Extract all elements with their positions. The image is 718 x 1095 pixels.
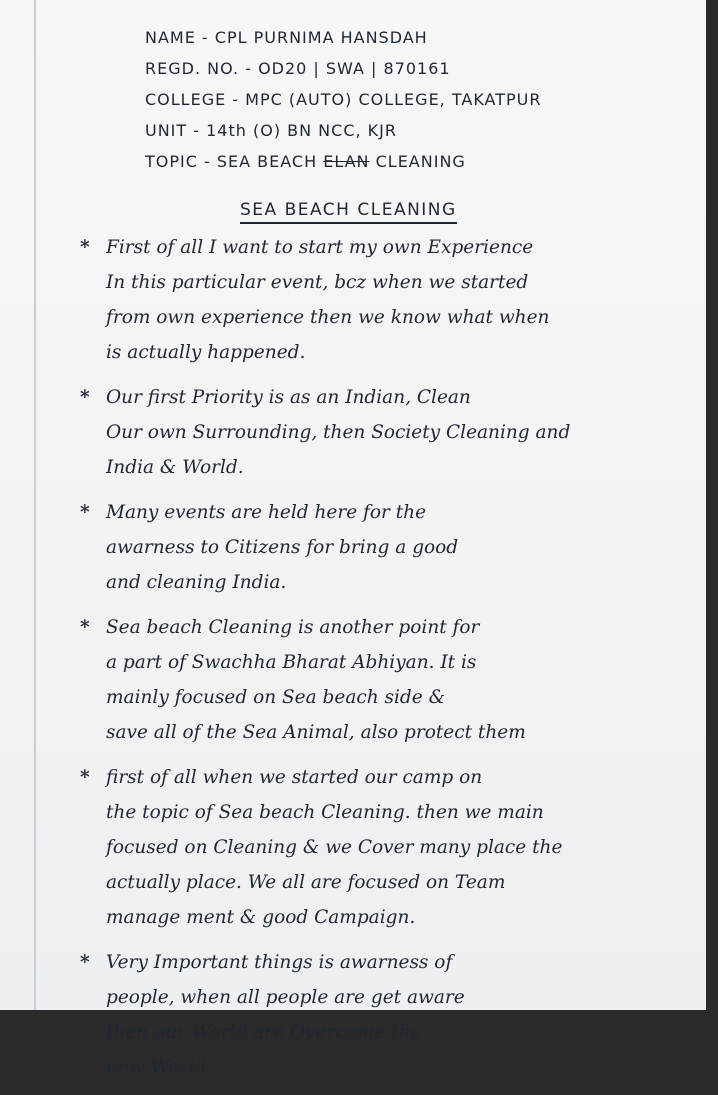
paragraph-line: is actually happened. [106, 342, 306, 363]
paragraph-line: manage ment & good Campaign. [106, 907, 416, 928]
bullet-icon: * [80, 237, 90, 258]
paragraph-line: * Our first Priority is as an Indian, Clean [80, 380, 710, 415]
paragraph [80, 945, 710, 1085]
header-topic [145, 146, 665, 177]
paragraph-line: a part of Swachha Bharat Abhiyan. It is [106, 652, 477, 673]
bullet-icon: * [80, 617, 90, 638]
paragraph-line: the topic of Sea beach Cleaning. then we main [106, 802, 544, 823]
paragraph [80, 610, 710, 750]
header-name: NAME - CPL PURNIMA HANSDAH [145, 28, 428, 47]
header-block [145, 22, 665, 177]
paragraph-line: Our own Surrounding, then Society Cleaning and [106, 422, 571, 443]
topic-prefix: TOPIC - SEA BEACH [145, 152, 318, 171]
header-regd-no: REGD. NO. - OD20 | SWA | 870161 [145, 59, 451, 78]
header-college: COLLEGE - MPC (AUTO) COLLEGE, TAKATPUR [145, 90, 542, 109]
paragraph-line: people, when all people are get aware [106, 987, 465, 1008]
paragraph-line: actually place. We all are focused on Team [106, 872, 506, 893]
paragraph-line: * Many events are held here for the [80, 495, 710, 530]
paragraph [80, 760, 710, 935]
paragraph-line: * First of all I want to start my own Experience [80, 230, 710, 265]
paragraph-line: * Very Important things is awarness of [80, 945, 710, 980]
paragraph-line: * Sea beach Cleaning is another point for [80, 610, 710, 645]
bullet-icon: * [80, 387, 90, 408]
paragraph-line: save all of the Sea Animal, also protect them [106, 722, 526, 743]
paragraph-line: new World. [106, 1057, 212, 1078]
paragraph-line: In this particular event, bcz when we started [106, 272, 529, 293]
margin-line [34, 0, 36, 1010]
paragraph-line: mainly focused on Sea beach side & [106, 687, 446, 708]
essay-body [80, 230, 710, 1095]
header-unit: UNIT - 14th (O) BN NCC, KJR [145, 121, 397, 140]
paragraph-line: * first of all when we started our camp on [80, 760, 710, 795]
page-title: SEA BEACH CLEANING [240, 200, 457, 224]
bullet-icon: * [80, 767, 90, 788]
paragraph [80, 230, 710, 370]
paragraph [80, 380, 710, 485]
topic-struck-word: ELAN [323, 152, 370, 171]
bullet-icon: * [80, 952, 90, 973]
paragraph-line: then our World are Overcome the [106, 1022, 422, 1043]
paragraph-line: and cleaning India. [106, 572, 287, 593]
paragraph-line: India & World. [106, 457, 244, 478]
paragraph [80, 495, 710, 600]
paragraph-line: from own experience then we know what when [106, 307, 550, 328]
paragraph-line: focused on Cleaning & we Cover many place the [106, 837, 563, 858]
topic-suffix: CLEANING [375, 152, 466, 171]
bullet-icon: * [80, 502, 90, 523]
paragraph-line: awarness to Citizens for bring a good [106, 537, 459, 558]
